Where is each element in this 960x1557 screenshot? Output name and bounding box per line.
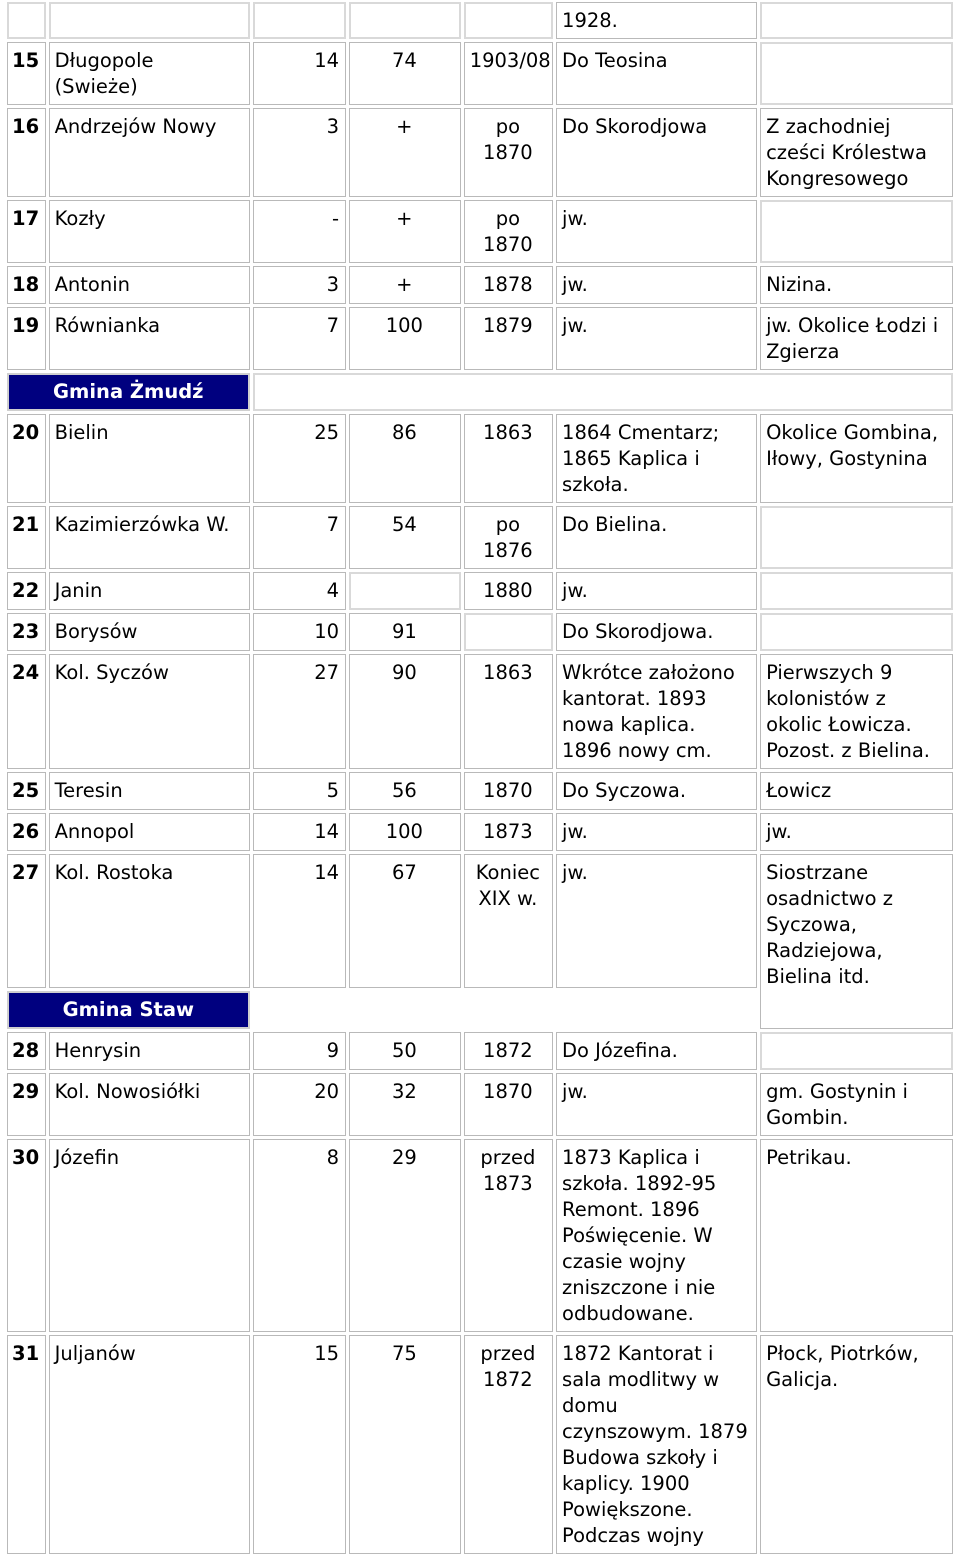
origin-note <box>760 506 953 569</box>
empty-cell <box>253 373 953 411</box>
persons-count: 86 <box>349 414 461 503</box>
parish-note: jw. <box>556 200 757 263</box>
colonies-table <box>4 0 956 1557</box>
table-row <box>7 1139 953 1332</box>
families-count: 20 <box>253 1073 346 1136</box>
table-row <box>7 506 953 569</box>
persons-count: 74 <box>349 42 461 105</box>
parish-note: Do Syczowa. <box>556 772 757 810</box>
founding-year: 1878 <box>464 266 553 304</box>
row-number: 22 <box>7 572 46 610</box>
colony-name: Borysów <box>49 613 250 651</box>
empty-cell <box>253 991 757 1029</box>
origin-note <box>760 613 953 651</box>
row-number: 27 <box>7 854 46 988</box>
families-count: 4 <box>253 572 346 610</box>
families-count: 5 <box>253 772 346 810</box>
families-count: 14 <box>253 854 346 988</box>
table-row <box>7 200 953 263</box>
parish-note: Do Teosina <box>556 42 757 105</box>
origin-note: Łowicz <box>760 772 953 810</box>
empty-cell <box>464 2 553 39</box>
parish-note: jw. <box>556 307 757 370</box>
colony-name: Kol. Syczów <box>49 654 250 769</box>
parish-note: 1873 Kaplica i szkoła. 1892-95 Remont. 1896 Poświęcenie. W czasie wojny zniszczone i nie odbudowane. <box>556 1139 757 1332</box>
persons-count: 29 <box>349 1139 461 1332</box>
founding-year: Koniec XIX w. <box>464 854 553 988</box>
table-row <box>7 1032 953 1070</box>
families-count: - <box>253 200 346 263</box>
row-number: 29 <box>7 1073 46 1136</box>
origin-note: jw. Okolice Łodzi i Zgierza <box>760 307 953 370</box>
founding-year: po 1870 <box>464 108 553 197</box>
parish-note: 1872 Kantorat i sala modlitwy w domu czynszowym. 1879 Budowa szkoły i kaplicy. 1900 Powiększone. Podczas wojny <box>556 1335 757 1554</box>
persons-count: 100 <box>349 813 461 851</box>
families-count: 25 <box>253 414 346 503</box>
colony-name: Annopol <box>49 813 250 851</box>
families-count: 27 <box>253 654 346 769</box>
families-count: 15 <box>253 1335 346 1554</box>
table-row <box>7 772 953 810</box>
empty-cell <box>253 2 346 39</box>
parish-note: Do Skorodjowa <box>556 108 757 197</box>
row-number: 18 <box>7 266 46 304</box>
founding-year: 1879 <box>464 307 553 370</box>
origin-note: Siostrzane osadnictwo z Syczowa, Radziejowa, Bielina itd. <box>760 854 953 1029</box>
origin-note <box>760 200 953 263</box>
row-number: 30 <box>7 1139 46 1332</box>
families-count: 14 <box>253 813 346 851</box>
founding-year: 1870 <box>464 1073 553 1136</box>
parish-cell: 1928. <box>556 2 757 39</box>
table-row <box>7 1335 953 1554</box>
origin-note: Petrikau. <box>760 1139 953 1332</box>
table-row <box>7 1073 953 1136</box>
row-number: 20 <box>7 414 46 503</box>
row-number: 24 <box>7 654 46 769</box>
row-number: 28 <box>7 1032 46 1070</box>
colony-name: Kazimierzówka W. <box>49 506 250 569</box>
table-row <box>7 813 953 851</box>
origin-note <box>760 572 953 610</box>
table-row <box>7 42 953 105</box>
founding-year: przed 1873 <box>464 1139 553 1332</box>
colony-name: Równianka <box>49 307 250 370</box>
table-row <box>7 266 953 304</box>
colony-name: Józefin <box>49 1139 250 1332</box>
families-count: 9 <box>253 1032 346 1070</box>
families-count: 7 <box>253 506 346 569</box>
origin-note <box>760 42 953 105</box>
table-row <box>7 613 953 651</box>
row-number: 25 <box>7 772 46 810</box>
colony-name: Bielin <box>49 414 250 503</box>
parish-note: 1864 Cmentarz; 1865 Kaplica i szkoła. <box>556 414 757 503</box>
row-number: 19 <box>7 307 46 370</box>
founding-year: 1863 <box>464 654 553 769</box>
persons-count: 50 <box>349 1032 461 1070</box>
colony-name: Kozły <box>49 200 250 263</box>
parish-note: Wkrótce założono kantorat. 1893 nowa kaplica. 1896 nowy cm. <box>556 654 757 769</box>
persons-count: 54 <box>349 506 461 569</box>
founding-year: 1872 <box>464 1032 553 1070</box>
table-row <box>7 108 953 197</box>
colony-name: Kol. Rostoka <box>49 854 250 988</box>
row-number: 26 <box>7 813 46 851</box>
colony-name: Henrysin <box>49 1032 250 1070</box>
table-row <box>7 414 953 503</box>
origin-note: Z zachodniej cześci Królestwa Kongresowego <box>760 108 953 197</box>
persons-count: + <box>349 200 461 263</box>
parish-note: Do Bielina. <box>556 506 757 569</box>
families-count: 3 <box>253 266 346 304</box>
row-number: 31 <box>7 1335 46 1554</box>
founding-year: 1903/08 <box>464 42 553 105</box>
parish-note: jw. <box>556 854 757 988</box>
parish-note: jw. <box>556 572 757 610</box>
founding-year: 1870 <box>464 772 553 810</box>
gmina-header: Gmina Żmudź <box>7 373 250 411</box>
empty-cell <box>349 2 461 39</box>
origin-note: gm. Gostynin i Gombin. <box>760 1073 953 1136</box>
gmina-header: Gmina Staw <box>7 991 250 1029</box>
table-row <box>7 854 953 988</box>
origin-note: Płock, Piotrków, Galicja. <box>760 1335 953 1554</box>
colony-name: Juljanów <box>49 1335 250 1554</box>
origin-note: Pierwszych 9 kolonistów z okolic Łowicza. Pozost. z Bielina. <box>760 654 953 769</box>
origin-note: Nizina. <box>760 266 953 304</box>
parish-note: Do Józefina. <box>556 1032 757 1070</box>
parish-note: Do Skorodjowa. <box>556 613 757 651</box>
colony-name: Teresin <box>49 772 250 810</box>
row-number: 21 <box>7 506 46 569</box>
empty-cell <box>760 2 953 39</box>
colony-name: Kol. Nowosiółki <box>49 1073 250 1136</box>
row-number: 16 <box>7 108 46 197</box>
colony-name: Janin <box>49 572 250 610</box>
founding-year: 1880 <box>464 572 553 610</box>
parish-note: jw. <box>556 1073 757 1136</box>
persons-count: 100 <box>349 307 461 370</box>
founding-year <box>464 613 553 651</box>
founding-year: 1863 <box>464 414 553 503</box>
table-row <box>7 654 953 769</box>
persons-count: 91 <box>349 613 461 651</box>
gmina-header-row <box>7 373 953 411</box>
parish-note: jw. <box>556 266 757 304</box>
table-row <box>7 572 953 610</box>
row-number: 23 <box>7 613 46 651</box>
persons-count: + <box>349 108 461 197</box>
persons-count: 67 <box>349 854 461 988</box>
founding-year: po 1870 <box>464 200 553 263</box>
families-count: 3 <box>253 108 346 197</box>
persons-count: 75 <box>349 1335 461 1554</box>
colony-name: Długopole (Swieże) <box>49 42 250 105</box>
founding-year: po 1876 <box>464 506 553 569</box>
persons-count: 56 <box>349 772 461 810</box>
colony-name: Antonin <box>49 266 250 304</box>
row-number: 17 <box>7 200 46 263</box>
origin-note: jw. <box>760 813 953 851</box>
families-count: 8 <box>253 1139 346 1332</box>
parish-note: jw. <box>556 813 757 851</box>
table-row <box>7 307 953 370</box>
empty-cell <box>49 2 250 39</box>
origin-note <box>760 1032 953 1070</box>
empty-cell <box>7 2 46 39</box>
families-count: 10 <box>253 613 346 651</box>
families-count: 7 <box>253 307 346 370</box>
persons-count: + <box>349 266 461 304</box>
persons-count: 32 <box>349 1073 461 1136</box>
origin-note: Okolice Gombina, Iłowy, Gostynina <box>760 414 953 503</box>
founding-year: 1873 <box>464 813 553 851</box>
founding-year: przed 1872 <box>464 1335 553 1554</box>
families-count: 14 <box>253 42 346 105</box>
persons-count <box>349 572 461 610</box>
persons-count: 90 <box>349 654 461 769</box>
colony-name: Andrzejów Nowy <box>49 108 250 197</box>
table-row <box>7 2 953 39</box>
row-number: 15 <box>7 42 46 105</box>
